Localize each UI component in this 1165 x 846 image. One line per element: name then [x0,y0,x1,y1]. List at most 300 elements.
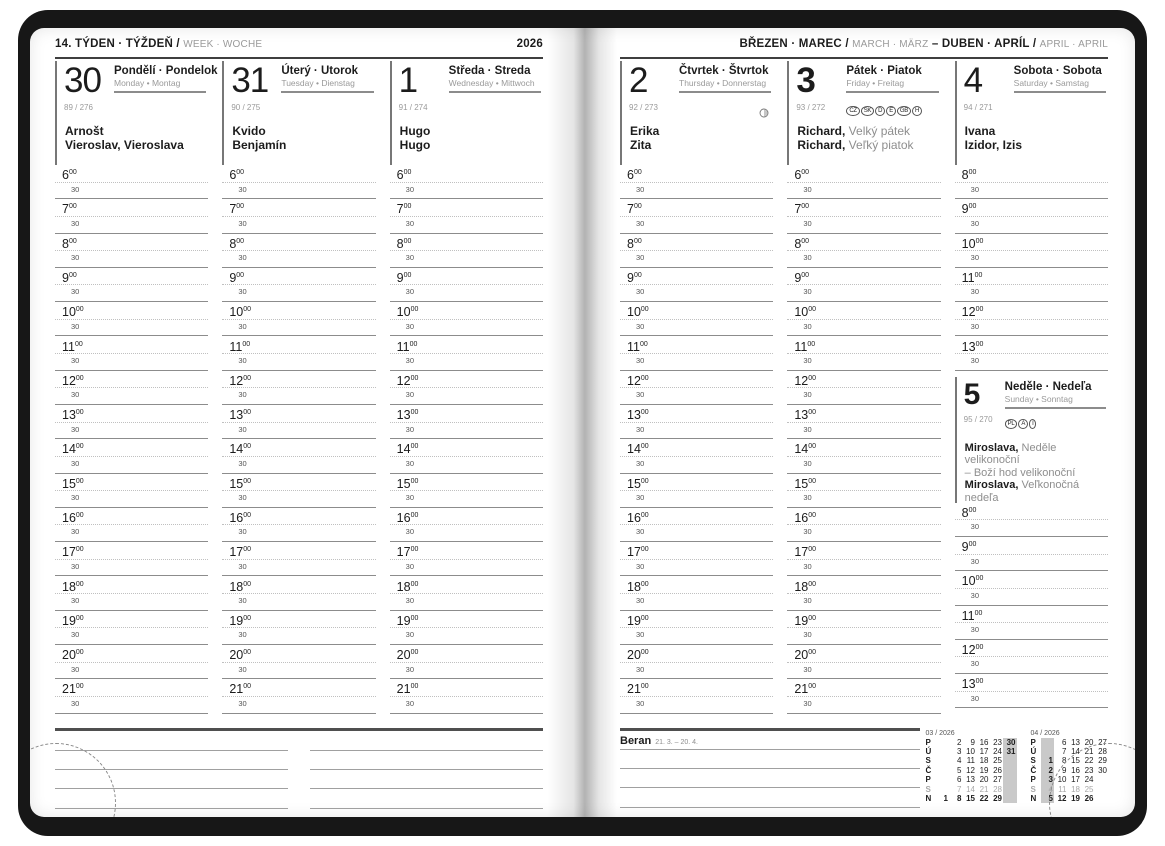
hour-label: $13^{00}$ [62,408,84,423]
half-hour-line: 30 [55,457,208,474]
mini-calendar-month-label: 03 / 2026 [925,729,955,737]
hour-label: $7^{00}$ [794,202,810,217]
hour-line [620,576,773,594]
hour-line [620,508,773,526]
hour-line [955,606,1108,624]
hour-line [222,542,375,560]
name-day-line: Miroslava, Neděle velikonoční [964,441,1057,467]
month-title-cz-sk-1: BŘEZEN · MAREC / [739,38,849,50]
right-page [620,38,1108,808]
day-header [957,61,1108,117]
mini-calendar-day: 29 [993,793,1002,803]
notes-area [55,728,543,809]
hour-label: $9^{00}$ [627,271,642,285]
half-hour-line: 30 [390,525,543,542]
half-hour-line: 30 [55,388,208,405]
half-hour-line: 30 [955,217,1108,234]
mini-calendar-day [1003,756,1017,765]
time-grid [955,503,1108,709]
mini-calendar-day: 25 [1084,784,1094,794]
hour-label: $15^{00}$ [229,476,252,491]
country-badge: CZ [846,106,859,116]
hour-label: $8^{00}$ [961,168,977,183]
mini-calendar-day: 6 [957,775,962,785]
day-header [789,61,940,117]
half-hour-line: 30 [620,663,773,680]
hour-line [390,371,543,389]
note-line [55,732,288,751]
name-day-line: Ivana [964,124,996,138]
hour-label: $14^{00}$ [794,442,817,457]
hour-label: $11^{00}$ [794,339,816,354]
hour-label: $19^{00}$ [229,613,252,628]
hour-line [55,371,208,389]
hour-line [390,474,543,492]
hour-label: $17^{00}$ [62,545,84,560]
half-hour-line: 30 [620,594,773,611]
half-hour-line: 30 [222,525,375,542]
hour-line [620,165,773,183]
mini-calendar-day: 5 [957,765,962,775]
weekday-abbreviation: Ú [925,746,932,756]
mini-calendar-day [936,756,950,765]
hour-label: $13^{00}$ [627,408,649,423]
hour-line [955,165,1108,183]
day-of-year: 92 / 273 [629,103,658,112]
mini-calendar-day: 7 [957,784,962,794]
mini-calendar-row [926,756,1017,765]
hour-label: $14^{00}$ [62,442,84,457]
day-header [224,61,375,117]
mini-calendar-day: 25 [993,756,1002,766]
hour-line [55,165,208,183]
mini-calendar-day: 27 [1098,737,1107,747]
weekday-abbreviation: S [1030,784,1036,794]
hour-label: $10^{00}$ [961,574,984,589]
hour-label: $20^{00}$ [62,648,84,663]
mini-calendar-day: 9 [1062,765,1067,775]
hour-label: $8^{00}$ [396,236,412,251]
mini-calendar-day: 26 [1084,793,1094,803]
day-underline [281,91,373,93]
mini-calendar-day: 4 [1041,785,1055,794]
hour-line [55,405,208,423]
hour-label: $9^{00}$ [396,271,412,285]
hour-line [390,405,543,423]
hour-label: $12^{00}$ [627,373,649,388]
hour-label: $15^{00}$ [396,476,419,491]
half-hour-line: 30 [222,697,375,714]
name-day-line: Vieroslav, Vieroslava [65,137,184,152]
half-hour-line: 30 [955,520,1108,537]
half-hour-line: 30 [620,388,773,405]
hour-label: $6^{00}$ [794,168,810,183]
mini-calendar-day: 17 [979,746,989,756]
half-hour-line: 30 [222,251,375,268]
hour-line [787,474,940,492]
note-line [310,732,543,751]
mini-calendar-row [1031,785,1109,794]
mini-calendar-day: 3 [1041,775,1055,784]
day-name-en-de: Tuesday • Dienstag [281,78,355,88]
hour-line [390,165,543,183]
day-name-en-de: Saturday • Samstag [1013,78,1089,88]
day-column [55,61,218,714]
hour-line [787,405,940,423]
day-header [957,377,1108,433]
mini-calendar-day: 30 [1003,738,1017,747]
day-name-en-de: Sunday • Sonntag [1004,393,1073,404]
hour-label: $12^{00}$ [62,373,84,388]
hour-line [620,371,773,389]
hour-line [955,537,1108,555]
mini-calendar-day: 8 [1062,756,1067,766]
hour-line [620,679,773,697]
weekday-abbreviation: N [925,793,932,803]
hour-line [620,336,773,354]
weekday-abbreviation: Č [925,765,932,775]
half-hour-line: 30 [620,320,773,337]
time-grid [620,165,773,714]
half-hour-line: 30 [55,525,208,542]
hour-label: $20^{00}$ [794,648,817,663]
hour-line [222,302,375,320]
hour-label: $11^{00}$ [627,339,648,354]
mini-calendar-day [936,775,950,784]
right-day-columns [620,61,1108,714]
half-hour-line: 30 [222,354,375,371]
half-hour-line: 30 [955,555,1108,572]
hour-label: $16^{00}$ [396,510,419,525]
day-underline [114,91,206,93]
half-hour-line: 30 [620,697,773,714]
mini-calendar-day: 21 [1084,746,1094,756]
country-badge: A [1018,419,1028,429]
hour-line [787,645,940,663]
half-hour-line: 30 [787,423,940,440]
half-hour-line: 30 [390,628,543,645]
hour-line [222,268,375,286]
hour-label: $10^{00}$ [396,305,419,320]
hour-label: $11^{00}$ [229,339,251,354]
week-title: 14. TÝDEN · TÝŽDEŇ / [55,38,180,50]
country-badge: PL [1005,419,1018,429]
half-hour-line: 30 [955,692,1108,709]
half-hour-line: 30 [222,423,375,440]
hour-line [955,199,1108,217]
month-header [620,38,1108,59]
day-header-block [955,61,1108,165]
day-of-year: 93 / 272 [796,103,826,112]
half-hour-line: 30 [620,560,773,577]
half-hour-line: 30 [222,320,375,337]
mini-calendar-month-label: 04 / 2026 [1030,729,1060,737]
hour-label: $9^{00}$ [229,271,245,285]
half-hour-line: 30 [55,594,208,611]
hour-label: $15^{00}$ [794,476,817,491]
half-hour-line: 30 [955,183,1108,200]
hour-label: $20^{00}$ [229,648,252,663]
mini-calendar-day: 16 [1071,765,1080,775]
mini-calendar-day: 26 [993,765,1002,775]
mini-calendar-day: 13 [1071,737,1080,747]
day-column [620,61,773,714]
note-lines-left [55,732,288,809]
day-name-en-de: Wednesday • Mittwoch [448,78,535,88]
note-line [620,769,920,788]
mini-calendar-day: 31 [1003,747,1017,756]
hour-label: $21^{00}$ [396,682,419,697]
hour-label: $9^{00}$ [794,271,810,285]
mini-calendar [1031,730,1109,808]
mini-calendar-day: 5 [1041,794,1055,803]
mini-calendar-day [936,747,950,756]
hour-line [55,645,208,663]
hour-line [620,611,773,629]
hour-line [222,405,375,423]
day-name-cz-sk: Pátek · Piatok [846,65,922,77]
hour-line [787,576,940,594]
mini-calendar-row [1031,775,1109,784]
hour-line [222,439,375,457]
mini-calendar-day [1003,775,1017,784]
day-column-weekend [955,61,1108,714]
hour-line [620,542,773,560]
hour-label: $7^{00}$ [396,202,412,217]
mini-calendar-day: 10 [1057,775,1067,785]
hour-label: $13^{00}$ [396,408,419,423]
name-day-line: – Boží hod velikonoční [964,466,1076,479]
hour-line [620,302,773,320]
day-number: 30 [64,61,101,100]
hour-label: $16^{00}$ [229,510,252,525]
half-hour-line: 30 [222,457,375,474]
mini-calendar-day: 15 [1071,756,1080,766]
country-badge: D [875,106,885,116]
country-badge: H [912,106,922,116]
hour-label: $13^{00}$ [961,339,984,354]
hour-label: $10^{00}$ [627,305,649,320]
mini-calendar-row [1031,756,1109,765]
mini-calendar-day: 19 [1071,793,1080,803]
note-line [310,751,543,770]
mini-calendar-day: 23 [1084,765,1094,775]
hour-label: $6^{00}$ [229,168,245,183]
hour-line [390,234,543,252]
half-hour-line: 30 [390,491,543,508]
mini-calendar-day: 20 [979,775,989,785]
hour-label: $8^{00}$ [627,236,642,251]
day-of-year: 90 / 275 [231,103,261,112]
mini-calendar-day: 15 [966,793,975,803]
name-day-line: Hugo [399,124,431,138]
hour-line [787,611,940,629]
half-hour-line: 30 [787,285,940,302]
time-grid [55,165,208,714]
hour-line [55,199,208,217]
weekday-abbreviation: S [925,784,931,794]
name-day-line: Miroslava, Veľkonočná nedeľa [964,479,1080,504]
day-name-en-de: Friday • Freitag [846,78,905,88]
hour-line [55,542,208,560]
mini-calendar-row [926,747,1017,756]
day-number: 3 [796,61,815,100]
half-hour-line: 30 [390,320,543,337]
notes-divider [55,728,543,731]
month-title-en-de-1: MARCH · MÄRZ [852,39,929,50]
hour-line [222,474,375,492]
hour-label: $9^{00}$ [961,540,977,555]
hour-label: $19^{00}$ [62,613,84,628]
hour-label: $8^{00}$ [62,236,77,251]
day-of-year: 94 / 271 [963,103,993,112]
hour-line [222,199,375,217]
mini-calendar-day [1041,747,1055,756]
half-hour-line: 30 [55,217,208,234]
hour-line [55,611,208,629]
half-hour-line: 30 [787,457,940,474]
hour-line [955,336,1108,354]
hour-label: $14^{00}$ [229,442,252,457]
hour-label: $13^{00}$ [794,408,817,423]
name-day-line: Arnošt [65,124,104,138]
hour-label: $21^{00}$ [62,682,84,697]
hour-label: $8^{00}$ [961,505,977,520]
hour-label: $8^{00}$ [794,236,810,251]
day-name-en-de: Thursday • Donnerstag [679,78,767,88]
half-hour-line: 30 [55,251,208,268]
hour-line [55,336,208,354]
hour-label: $16^{00}$ [62,510,84,525]
page-spine-shadow [547,28,617,817]
half-hour-line: 30 [620,217,773,234]
country-badge: SK [861,106,874,116]
hour-line [620,268,773,286]
weekday-abbreviation: S [925,756,931,766]
mini-calendar-day: 12 [966,765,975,775]
half-hour-line: 30 [55,285,208,302]
mini-calendar-day: 13 [966,775,975,785]
half-hour-line: 30 [620,491,773,508]
hour-label: $19^{00}$ [396,613,419,628]
mini-calendar-day: 1 [943,793,948,803]
diary-cover [18,10,1147,836]
hour-line [390,439,543,457]
name-day-line: Zita [630,137,652,152]
mini-calendar-day: 22 [1084,756,1094,766]
half-hour-line: 30 [787,594,940,611]
half-hour-line: 30 [390,217,543,234]
mini-calendar-day [936,766,950,775]
weekday-abbreviation: P [925,775,931,785]
weekday-abbreviation: Ú [1030,746,1037,756]
half-hour-line: 30 [390,594,543,611]
hour-label: $16^{00}$ [794,510,817,525]
hour-line [787,508,940,526]
hour-line [222,165,375,183]
day-name-cz-sk: Sobota · Sobota [1013,65,1102,77]
mini-calendar-day [1095,785,1109,794]
half-hour-line: 30 [222,183,375,200]
mini-calendar-day: 14 [966,784,975,794]
hour-label: $18^{00}$ [62,579,84,594]
half-hour-line: 30 [55,354,208,371]
hour-line [55,234,208,252]
hour-line [620,234,773,252]
hour-line [787,302,940,320]
country-badge: GB [897,106,911,116]
holiday-country-badges [1005,419,1037,429]
mini-calendar-day: 9 [970,737,975,747]
hour-label: $18^{00}$ [627,579,649,594]
half-hour-line: 30 [620,251,773,268]
mini-calendar-day: 14 [1071,746,1080,756]
name-day-line: Erika [630,124,660,138]
day-column [390,61,543,714]
hour-label: $12^{00}$ [396,373,419,388]
half-hour-line: 30 [390,285,543,302]
hour-line [620,439,773,457]
day-header [622,61,773,117]
mini-calendar-day: 6 [1062,737,1067,747]
half-hour-line: 30 [222,285,375,302]
weekday-abbreviation: N [1030,793,1037,803]
day-of-year: 95 / 270 [963,414,993,424]
half-hour-line: 30 [55,320,208,337]
half-hour-line: 30 [55,423,208,440]
hour-line [222,576,375,594]
name-days [957,125,1108,152]
half-hour-line: 30 [955,623,1108,640]
hour-line [955,674,1108,692]
mini-calendar-row [926,794,1017,803]
hour-label: $9^{00}$ [62,271,77,285]
note-line [310,789,543,808]
hour-label: $12^{00}$ [229,373,252,388]
hour-label: $21^{00}$ [229,682,252,697]
hour-line [390,611,543,629]
weekday-abbreviation: S [1030,756,1036,766]
hour-line [620,199,773,217]
hour-line [955,571,1108,589]
half-hour-line: 30 [390,423,543,440]
mini-calendar-day: 21 [979,784,989,794]
mini-calendar-day [1095,775,1109,784]
day-underline [1005,407,1106,409]
time-grid [955,165,1108,371]
half-hour-line: 30 [620,457,773,474]
half-hour-line: 30 [787,663,940,680]
day-header-block [390,61,543,165]
note-line [620,750,920,769]
day-underline [1014,91,1106,93]
half-hour-line: 30 [390,697,543,714]
hour-line [620,474,773,492]
half-hour-line: 30 [620,628,773,645]
day-header [392,61,543,117]
note-line [55,751,288,770]
day-of-year: 89 / 276 [64,103,93,112]
mini-calendar-day [1095,794,1109,803]
hour-label: $18^{00}$ [794,579,817,594]
hour-label: $7^{00}$ [627,202,642,217]
hour-label: $17^{00}$ [627,545,649,560]
name-day-line: Richard, Veľký piatok [797,137,914,152]
mini-calendar-day: 17 [1071,775,1080,785]
hour-line [390,268,543,286]
hour-label: $12^{00}$ [961,305,984,320]
hour-line [55,679,208,697]
